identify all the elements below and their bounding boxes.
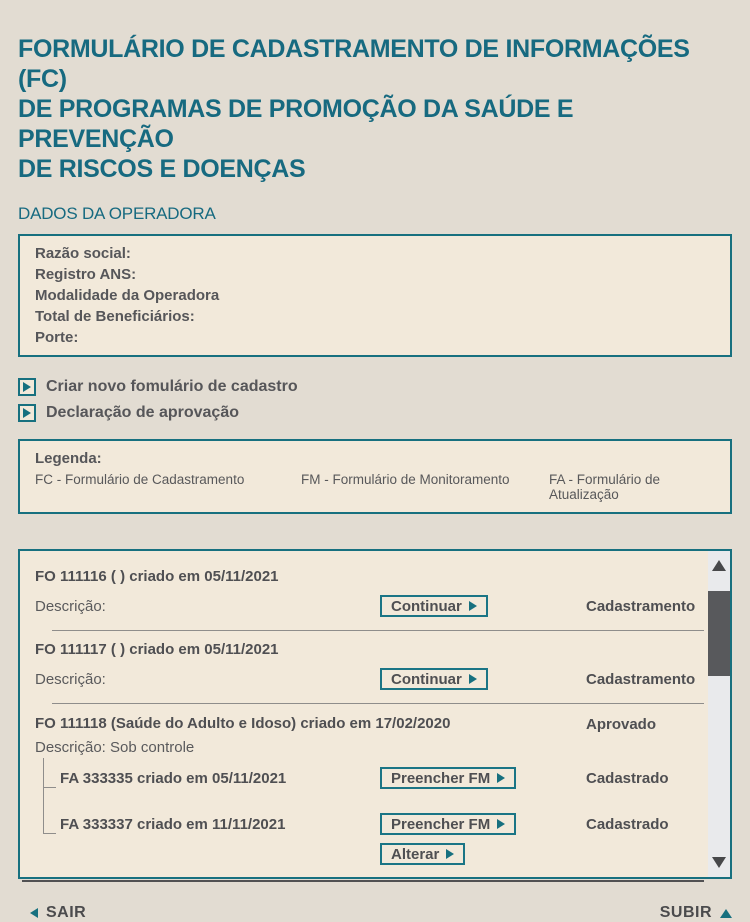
- approval-declaration-label: Declaração de aprovação: [46, 404, 239, 421]
- alterar-button-label: Alterar: [391, 845, 440, 863]
- play-icon: [18, 404, 36, 422]
- play-icon: [469, 601, 477, 611]
- operadora-info-box: [18, 234, 732, 357]
- form-entry-description: Descrição:: [35, 597, 106, 615]
- play-icon: [18, 378, 36, 396]
- page-title-line: DE RISCOS E DOENÇAS: [18, 155, 306, 183]
- form-entry-title-row: [35, 714, 704, 734]
- action-links: [18, 378, 732, 422]
- preencher-fm-button-label: Preencher FM: [391, 815, 491, 833]
- scroll-down-icon[interactable]: [712, 857, 726, 868]
- page: [0, 34, 750, 922]
- preencher-fm-button[interactable]: [380, 767, 516, 789]
- form-entry-title: FO 111117 ( ) criado em 05/11/2021: [35, 641, 279, 658]
- form-entry-status: Aprovado: [586, 715, 657, 733]
- legend-items: [35, 472, 715, 502]
- legend-title: Legenda:: [35, 450, 102, 467]
- create-new-form-link[interactable]: [18, 378, 732, 396]
- child-form-title: FA 333335 criado em 05/11/2021: [60, 769, 287, 787]
- entry-separator: [52, 703, 704, 704]
- page-title: [18, 34, 732, 184]
- page-title-line: FORMULÁRIO DE CADASTRAMENTO DE INFORMAÇÕES (FC): [18, 35, 690, 93]
- scrollbar-thumb[interactable]: [708, 591, 730, 676]
- tree-connector-branch: [43, 833, 56, 834]
- operadora-field-registro-ans: Registro ANS:: [35, 266, 137, 283]
- play-icon: [497, 819, 505, 829]
- sair-link[interactable]: [30, 904, 86, 922]
- child-form-row: [35, 764, 704, 792]
- subir-label: SUBIR: [659, 904, 712, 921]
- child-form-title: FA 333337 criado em 11/11/2021: [60, 815, 286, 833]
- sair-label: SAIR: [46, 904, 87, 921]
- form-entry-status: Cadastramento: [586, 597, 696, 615]
- operadora-field-porte: Porte:: [35, 329, 79, 346]
- continuar-button[interactable]: [380, 595, 488, 617]
- arrow-left-icon: [30, 908, 38, 918]
- legend-item-fm: FM - Formulário de Monitoramento: [301, 472, 510, 487]
- continuar-button-label: Continuar: [391, 597, 462, 615]
- form-entry: [35, 640, 704, 693]
- legend-box: [18, 439, 732, 514]
- scrollbar[interactable]: [708, 551, 730, 877]
- alterar-button[interactable]: [380, 843, 465, 865]
- child-form-row: [35, 810, 704, 838]
- form-entry-row: [35, 665, 704, 693]
- legend-item-fc: FC - Formulário de Cadastramento: [35, 472, 245, 487]
- approval-declaration-link[interactable]: [18, 404, 732, 422]
- continuar-button-label: Continuar: [391, 670, 462, 688]
- section-title-dados-operadora: DADOS DA OPERADORA: [18, 204, 216, 223]
- preencher-fm-button[interactable]: [380, 813, 516, 835]
- scroll-up-icon[interactable]: [712, 560, 726, 571]
- legend-item-fa: FA - Formulário de Atualização: [549, 472, 661, 502]
- form-entry-description: Descrição:: [35, 670, 106, 688]
- operadora-field-razao-social: Razão social:: [35, 245, 131, 262]
- form-entry-title: FO 111118 (Saúde do Adulto e Idoso) criado em 17/02/2020: [35, 715, 451, 732]
- footer-nav: [18, 904, 732, 922]
- continuar-button[interactable]: [380, 668, 488, 690]
- create-new-form-label: Criar novo fomulário de cadastro: [46, 378, 298, 395]
- entry-separator: [52, 630, 704, 631]
- forms-list-box: [18, 549, 732, 879]
- tree-connector-vertical: [43, 758, 44, 834]
- form-entry-status: Cadastramento: [586, 670, 696, 688]
- form-entry-row: [35, 592, 704, 620]
- form-entry-description: Descrição: Sob controle: [35, 739, 195, 756]
- operadora-field-modalidade: Modalidade da Operadora: [35, 287, 220, 304]
- child-form-status: Cadastrado: [586, 769, 669, 787]
- preencher-fm-button-label: Preencher FM: [391, 769, 491, 787]
- play-icon: [469, 674, 477, 684]
- page-title-line: DE PROGRAMAS DE PROMOÇÃO DA SAÚDE E PREVENÇÃO: [18, 95, 574, 153]
- child-form-status: Cadastrado: [586, 815, 669, 833]
- form-entry: [35, 714, 704, 868]
- play-icon: [446, 849, 454, 859]
- play-icon-glyph: [23, 408, 31, 418]
- form-entry: [35, 567, 704, 620]
- tree-connector-branch: [43, 787, 56, 788]
- arrow-up-icon: [720, 909, 732, 918]
- operadora-field-total-beneficiarios: Total de Beneficiários:: [35, 308, 195, 325]
- play-icon-glyph: [23, 382, 31, 392]
- forms-list-content: [20, 551, 704, 882]
- play-icon: [497, 773, 505, 783]
- form-entry-title: FO 111116 ( ) criado em 05/11/2021: [35, 568, 279, 585]
- entry-separator: [22, 880, 704, 882]
- subir-link[interactable]: [660, 904, 732, 922]
